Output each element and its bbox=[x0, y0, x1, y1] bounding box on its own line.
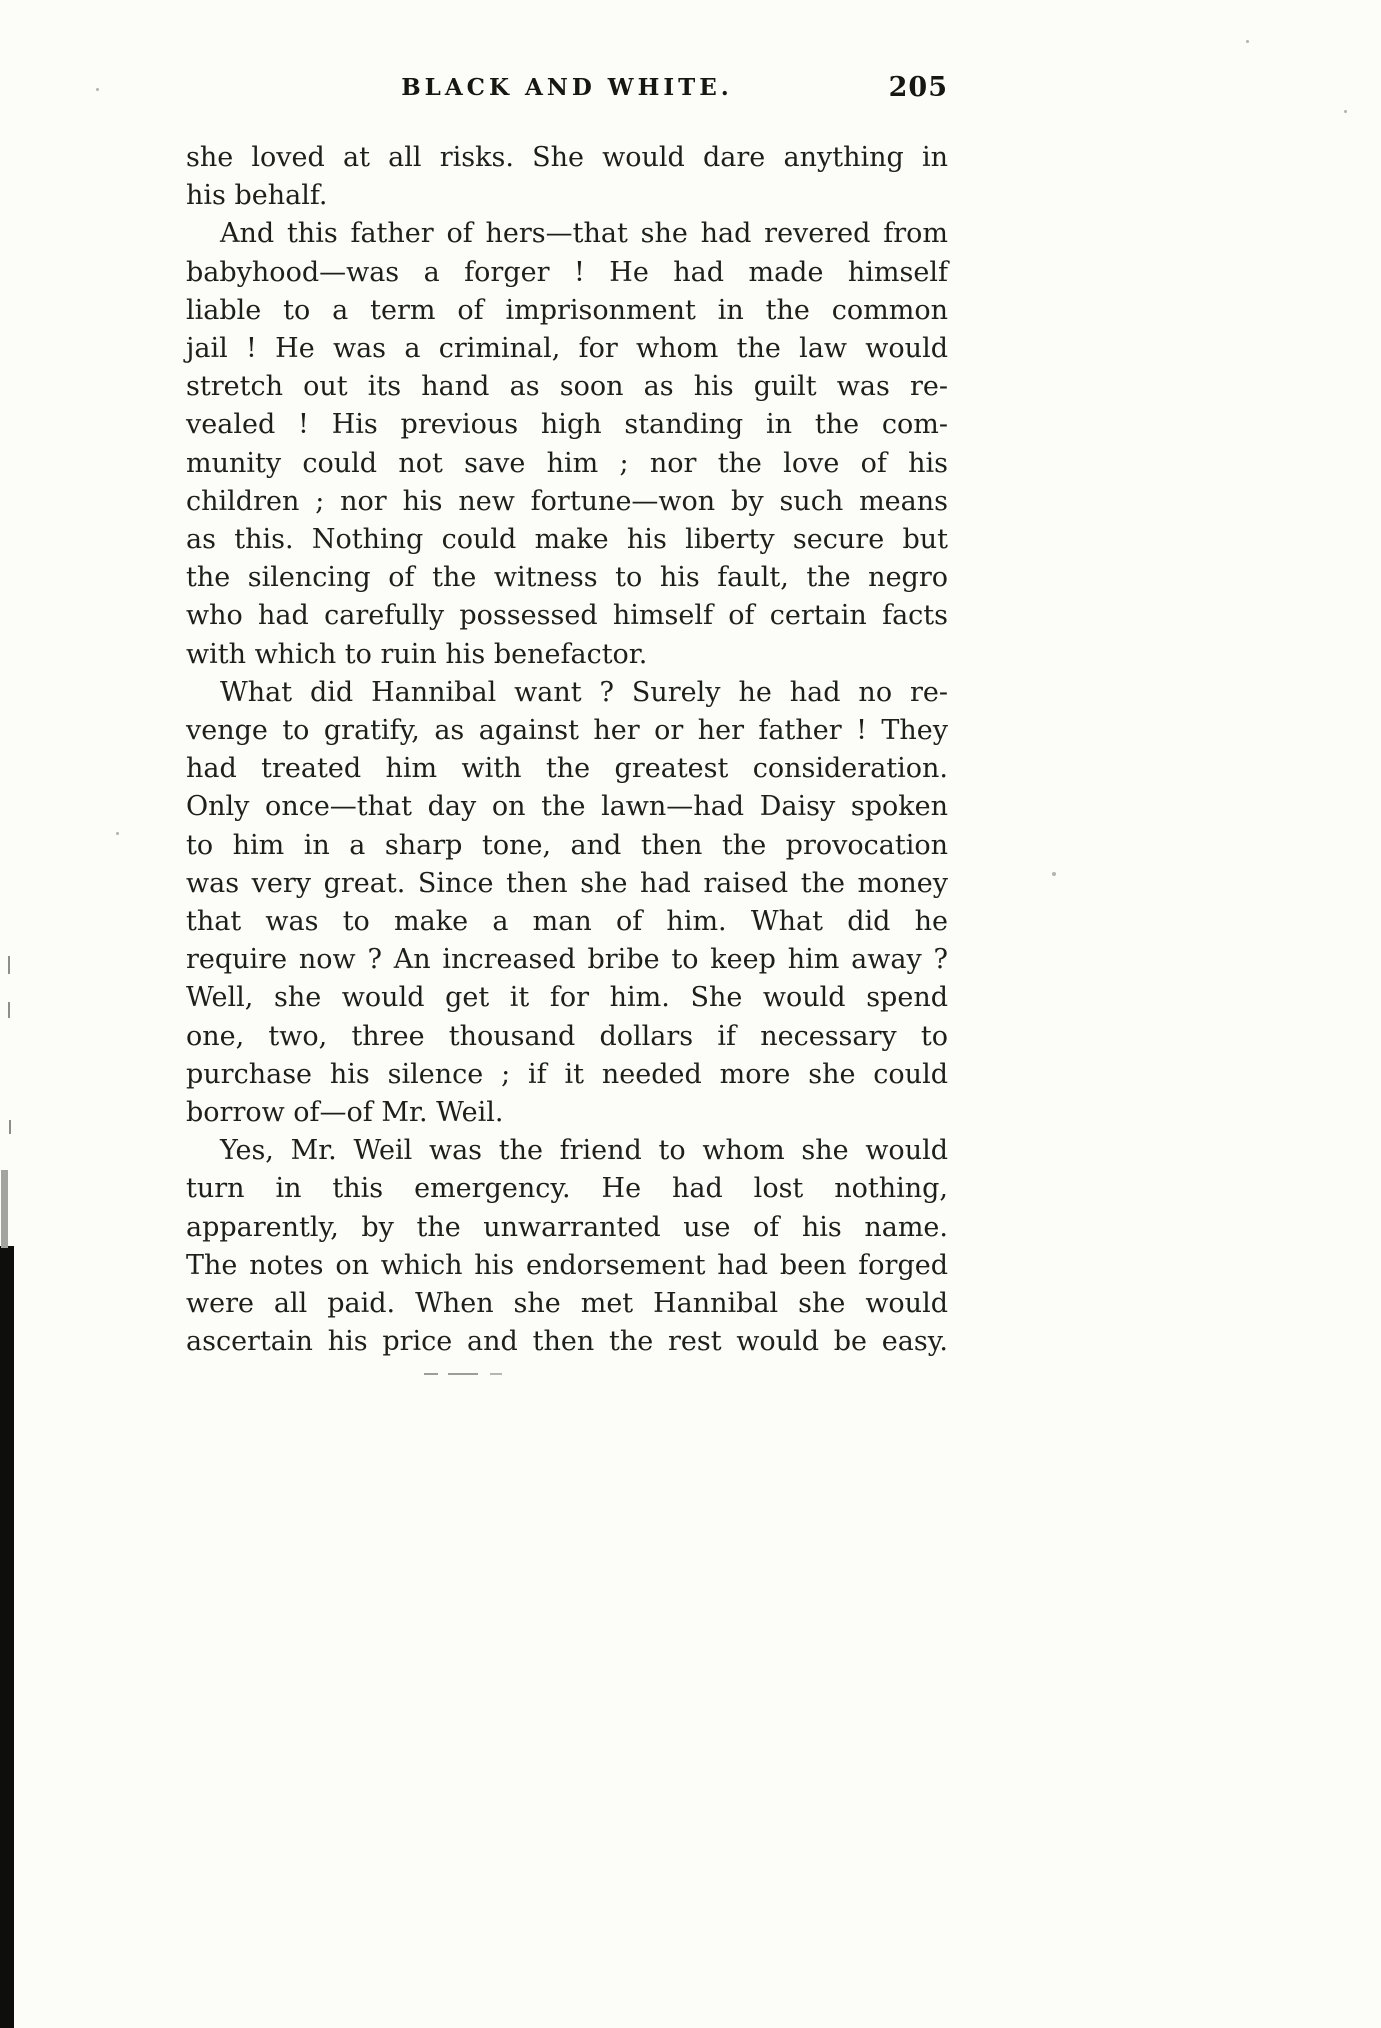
scan-margin-tick bbox=[9, 1120, 11, 1134]
text-line: children ; nor his new fortune—won by such means bbox=[186, 485, 948, 517]
text-line: with which to ruin his benefactor. bbox=[186, 638, 648, 670]
text-line: And this father of hers—that she had revered from bbox=[220, 218, 948, 250]
scan-margin-tick bbox=[8, 956, 10, 974]
text-line: liable to a term of imprisonment in the common bbox=[186, 294, 948, 326]
scan-dash bbox=[448, 1373, 478, 1375]
text-line: the silencing of the witness to his fault, the negro bbox=[186, 562, 948, 594]
text-line: Well, she would get it for him. She would spend bbox=[186, 982, 948, 1014]
text-line: Yes, Mr. Weil was the friend to whom she would bbox=[220, 1135, 948, 1167]
text-line: vealed ! His previous high standing in the com- bbox=[186, 409, 948, 441]
text-line: Only once—that day on the lawn—had Daisy spoken bbox=[186, 791, 948, 823]
text-block bbox=[186, 139, 948, 1362]
text-line: were all paid. When she met Hannibal she would bbox=[186, 1288, 948, 1320]
text-line: to him in a sharp tone, and then the provocation bbox=[186, 829, 948, 861]
text-line: babyhood—was a forger ! He had made himself bbox=[186, 256, 948, 288]
binding-shadow bbox=[0, 1246, 14, 2028]
text-line: one, two, three thousand dollars if necessary to bbox=[186, 1020, 948, 1052]
text-line: jail ! He was a criminal, for whom the law would bbox=[186, 333, 948, 365]
text-line: stretch out its hand as soon as his guilt was re- bbox=[186, 371, 948, 403]
text-line: turn in this emergency. He had lost nothing, bbox=[186, 1173, 948, 1205]
text-line: his behalf. bbox=[186, 180, 328, 212]
text-line: venge to gratify, as against her or her father ! They bbox=[186, 715, 948, 747]
scan-speck bbox=[96, 88, 99, 91]
page-header bbox=[186, 72, 948, 106]
text-line: purchase his silence ; if it needed more she could bbox=[186, 1058, 948, 1090]
text-line: who had carefully possessed himself of certain facts bbox=[186, 600, 948, 632]
scan-margin-tick bbox=[8, 1002, 10, 1018]
scan-dash bbox=[490, 1373, 502, 1375]
text-line: as this. Nothing could make his liberty secure but bbox=[186, 524, 948, 556]
text-line: require now ? An increased bribe to keep him away ? bbox=[186, 944, 948, 976]
scan-speck bbox=[116, 832, 119, 835]
text-line: was very great. Since then she had raised the money bbox=[186, 867, 948, 899]
scan-speck bbox=[1344, 110, 1347, 113]
binding-shadow-faint bbox=[1, 1170, 8, 1248]
text-line: that was to make a man of him. What did he bbox=[186, 906, 948, 938]
text-line: she loved at all risks. She would dare anything in bbox=[186, 142, 948, 173]
running-title: BLACK AND WHITE. bbox=[401, 74, 733, 101]
scan-artifact-dashes bbox=[424, 1372, 544, 1376]
text-line: had treated him with the greatest consideration. bbox=[186, 753, 948, 785]
text-line: The notes on which his endorsement had been forged bbox=[186, 1249, 948, 1281]
scan-speck bbox=[1246, 40, 1249, 43]
page-number: 205 bbox=[888, 72, 948, 103]
scan-speck bbox=[1052, 872, 1056, 876]
text-line: What did Hannibal want ? Surely he had no re- bbox=[220, 676, 948, 708]
text-line: munity could not save him ; nor the love of his bbox=[186, 447, 948, 479]
text-line: ascertain his price and then the rest would be easy. bbox=[186, 1326, 948, 1358]
text-line: borrow of—of Mr. Weil. bbox=[186, 1097, 504, 1129]
scan-dash bbox=[424, 1373, 438, 1375]
text-line: apparently, by the unwarranted use of his name. bbox=[186, 1211, 948, 1243]
